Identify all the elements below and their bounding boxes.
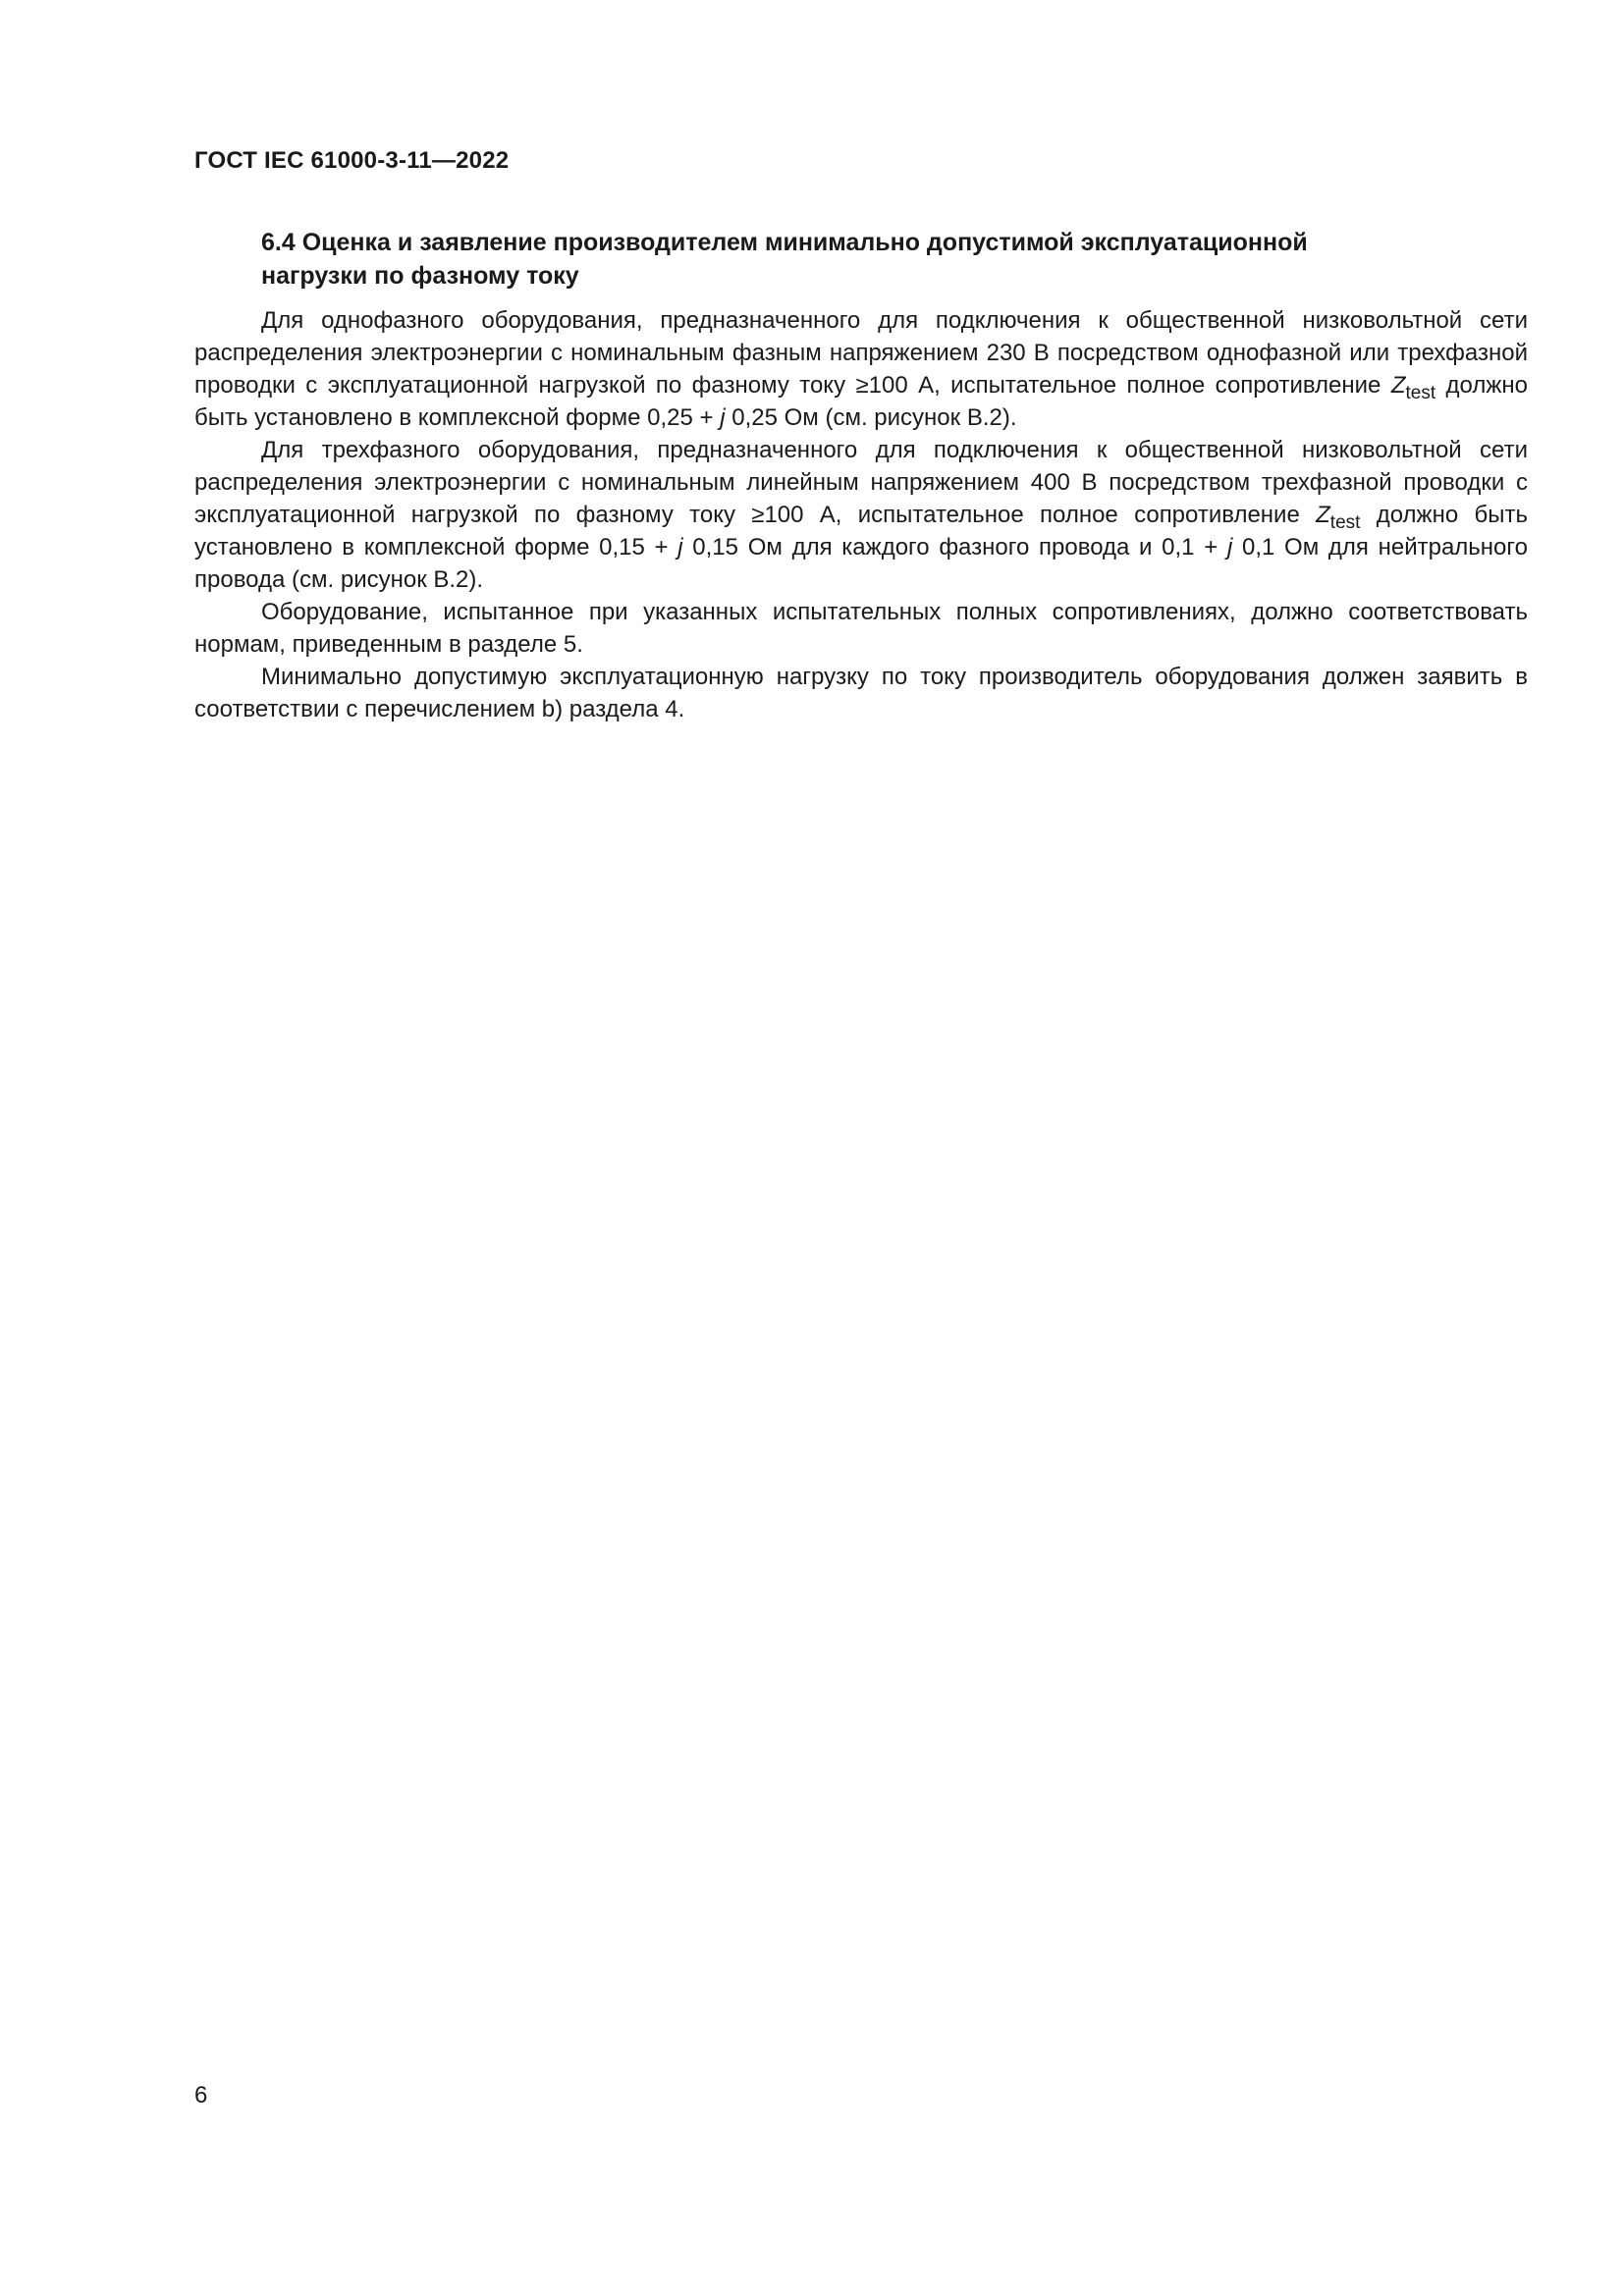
p2-text-1: Для трехфазного оборудования, предназначенного для подключения к общественной низковольтной сети распределения электроэнергии с номинальным линейным напряжением 400 В посредством трехфазной проводки с эксплуатационной нагрузкой по фазному току ≥100 А, испытательное полное сопротивление [194,437,1528,528]
section-title-line-1: 6.4 Оценка и заявление производителем минимально допустимой эксплуатационной [261,229,1308,256]
paragraph-declaration: Минимально допустимую эксплуатационную нагрузку по току производитель оборудования должен заявить в соответствии с перечислением b) раздела 4. [194,664,1528,722]
p2-text-4: 0,1 Ом для нейтрального провода (см. рисунок В.2). [194,534,1528,593]
page-number: 6 [194,2082,208,2109]
j-symbol: j [677,534,683,561]
standard-header: ГОСТ IEC 61000-3-11—2022 [194,147,510,174]
section-title [261,226,1439,293]
j-symbol: j [1226,534,1233,561]
p1-text-2: должно быть установлено в комплексной форме 0,25 + [194,372,1528,431]
z-symbol: Z [1316,502,1330,528]
p1-text-1: Для однофазного оборудования, предназначенного для подключения к общественной низковольтной сети распределения электроэнергии с номинальным фазным напряжением 230 В посредством однофазной или трехфазной проводки с эксплуатационной нагрузкой по фазному току ≥100 А, испытательное полное сопротивление [194,307,1528,399]
j-symbol: j [720,404,726,431]
p2-text-2: должно быть установлено в комплексной форме 0,15 + [194,502,1529,561]
paragraph-compliance: Оборудование, испытанное при указанных испытательных полных сопротивлениях, должно соответствовать нормам, приведенным в разделе 5. [194,599,1528,658]
section-title-line-2: нагрузки по фазному току [261,262,579,290]
p1-text-3: 0,25 Ом (см. рисунок В.2). [725,404,1017,431]
z-symbol: Z [1390,372,1406,399]
p2-text-3: 0,15 Ом для каждого фазного провода и 0,1 + [682,534,1227,561]
paragraph-single-phase [194,304,1528,434]
z-subscript: test [1329,512,1361,533]
section-body [194,304,1528,725]
paragraph-three-phase [194,434,1528,596]
z-subscript: test [1405,383,1436,403]
